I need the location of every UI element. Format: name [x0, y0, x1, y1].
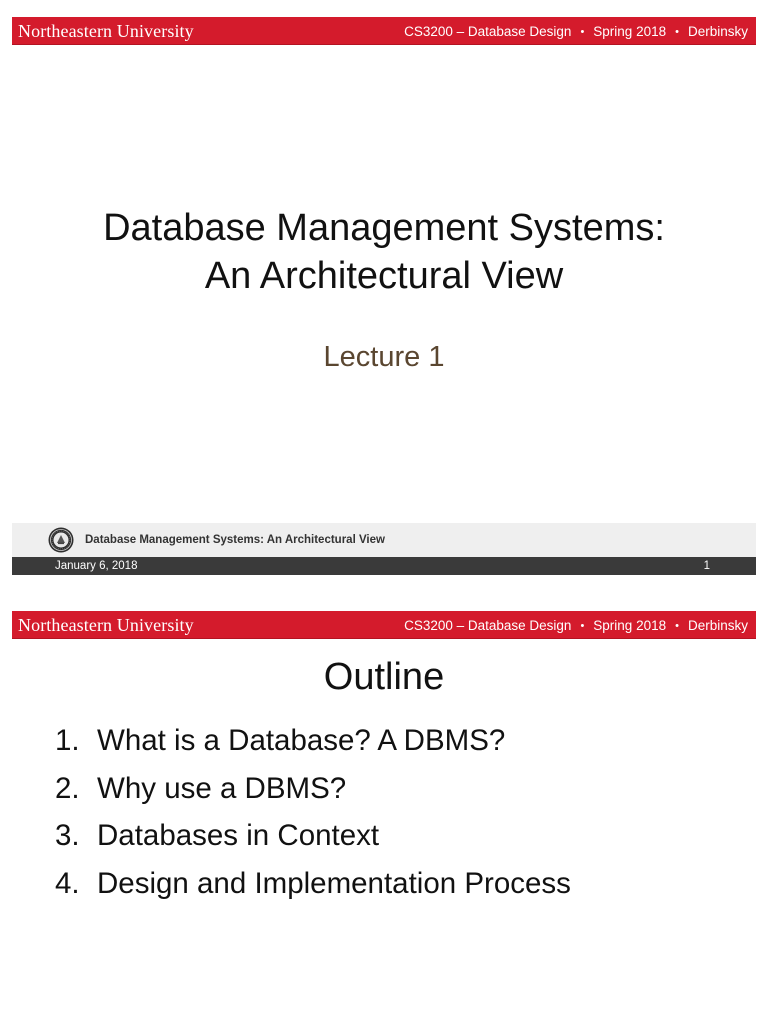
slide-2	[12, 611, 756, 1011]
separator-dot: •	[580, 620, 585, 632]
slide-header	[12, 611, 756, 639]
outline-item-number: 2.	[55, 771, 80, 805]
slide-1	[12, 17, 756, 575]
separator-dot: •	[580, 26, 585, 38]
outline-item	[55, 860, 571, 908]
footer-presentation-title: Database Management Systems: An Architectural View	[85, 534, 385, 546]
outline-item-text: What is a Database? A DBMS?	[97, 724, 506, 757]
course-term: Spring 2018	[593, 24, 667, 39]
slide-subtitle: Lecture 1	[323, 341, 445, 373]
outline-item-text: Databases in Context	[97, 819, 380, 852]
course-info	[404, 618, 748, 634]
slide-title	[12, 204, 756, 300]
course-instructor: Derbinsky	[687, 24, 748, 39]
course-instructor: Derbinsky	[687, 618, 748, 633]
outline-item	[55, 717, 571, 765]
university-seal-icon	[48, 527, 74, 553]
outline-item-number: 1.	[55, 724, 80, 757]
footer-date: January 6, 2018	[55, 560, 138, 572]
slide-header	[12, 17, 756, 45]
separator-dot: •	[675, 26, 679, 38]
course-name: CS3200 – Database Design	[404, 24, 572, 39]
footer-page-number: 1	[703, 560, 710, 572]
slide-title-line-2: An Architectural View	[204, 255, 564, 297]
outline-item-number: 4.	[55, 866, 80, 900]
outline-list	[55, 717, 571, 907]
course-info	[404, 24, 748, 40]
university-name: Northeastern University	[18, 615, 194, 635]
course-name: CS3200 – Database Design	[404, 618, 572, 633]
outline-item	[55, 765, 571, 813]
outline-item-text: Design and Implementation Process	[97, 866, 571, 900]
outline-item	[55, 812, 571, 860]
outline-item-number: 3.	[55, 819, 80, 852]
university-name: Northeastern University	[18, 21, 194, 41]
course-term: Spring 2018	[593, 618, 667, 633]
separator-dot: •	[675, 620, 679, 632]
slide-footer-bottom	[12, 557, 756, 575]
outline-item-text: Why use a DBMS?	[97, 771, 347, 805]
slide-title-line-1: Database Management Systems:	[103, 207, 665, 249]
outline-title: Outline	[323, 656, 445, 698]
slide-footer-top	[12, 523, 756, 557]
